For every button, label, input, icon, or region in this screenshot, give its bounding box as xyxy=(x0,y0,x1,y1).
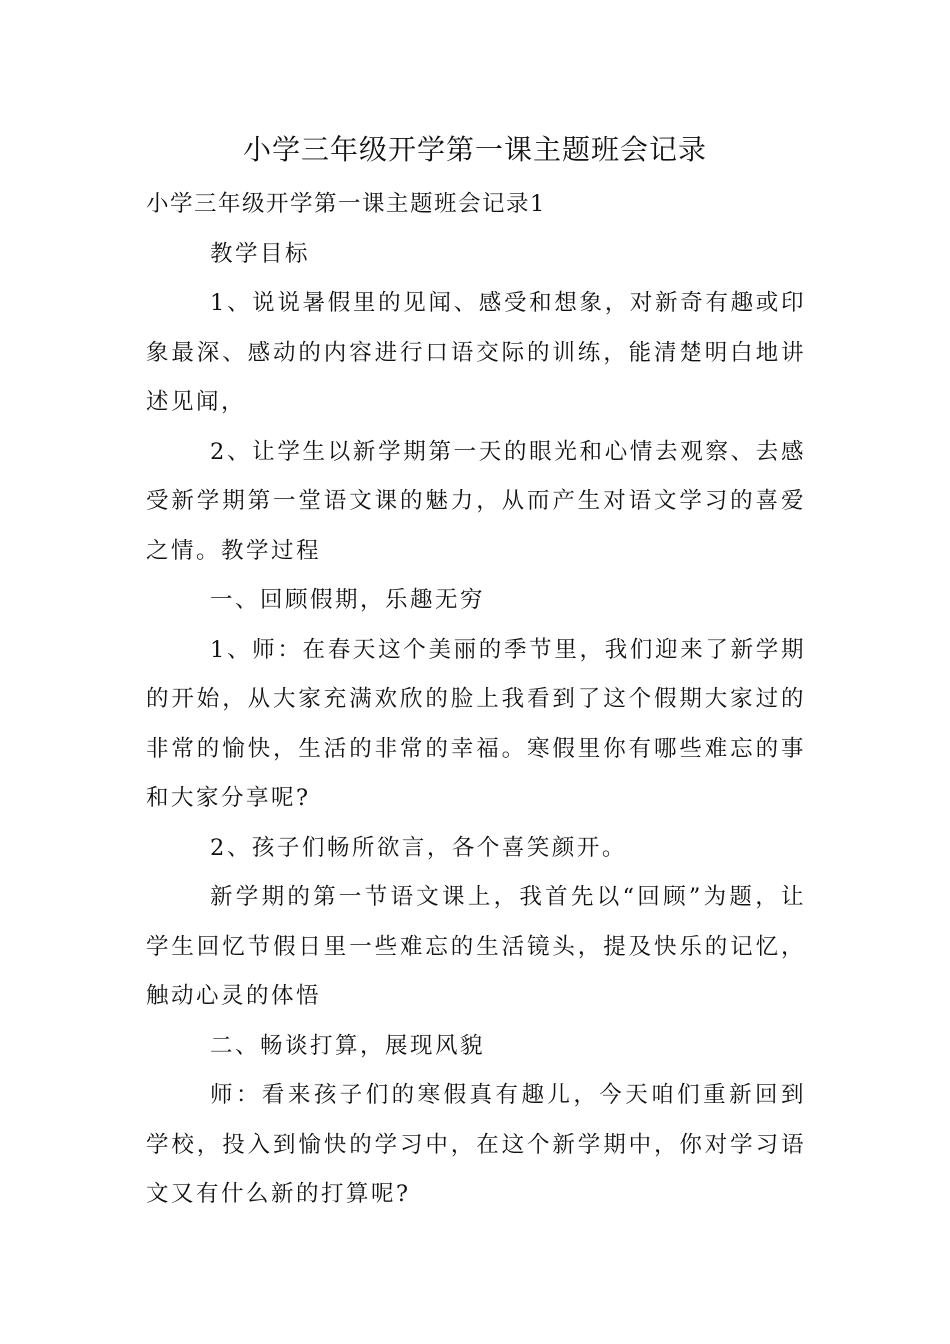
paragraph-goal-1: 1、说说暑假里的见闻、感受和想象，对新奇有趣或印象最深、感动的内容进行口语交际的训练，能清楚明白地讲述见闻， xyxy=(146,290,806,415)
paragraph-part-1-heading: 一、回顾假期，乐趣无穷 xyxy=(210,587,486,613)
section-heading: 小学三年级开学第一课主题班会记录1 xyxy=(146,191,546,217)
paragraph-teaching-goals-heading: 教学目标 xyxy=(210,240,311,267)
document-body xyxy=(146,180,806,1220)
paragraph-goal-2: 2、让学生以新学期第一天的眼光和心情去观察、去感受新学期第一堂语文课的魅力，从而产生对语文学习的喜爱之情。教学过程 xyxy=(146,438,806,564)
paragraph-part-2-teacher: 师：看来孩子们的寒假真有趣儿，今天咱们重新回到学校，投入到愉快的学习中，在这个新学期中，你对学习语文又有什么新的打算呢? xyxy=(146,1082,806,1207)
paragraph-part-2-heading: 二、畅谈打算，展现风貌 xyxy=(210,1032,486,1059)
document-title: 小学三年级开学第一课主题班会记录 xyxy=(242,133,707,166)
paragraph-part-1-step-1: 1、师：在春天这个美丽的季节里，我们迎来了新学期的开始，从大家充满欢欣的脸上我看到了这个假期大家过的非常的愉快，生活的非常的幸福。寒假里你有哪些难忘的事和大家分享呢? xyxy=(146,636,806,811)
paragraph-reflection: 新学期的第一节语文课上，我首先以“回顾”为题，让学生回忆节假日里一些难忘的生活镜头，提及快乐的记忆，触动心灵的体悟 xyxy=(146,884,806,1009)
paragraph-part-1-step-2: 2、孩子们畅所欲言，各个喜笑颜开。 xyxy=(210,834,627,861)
